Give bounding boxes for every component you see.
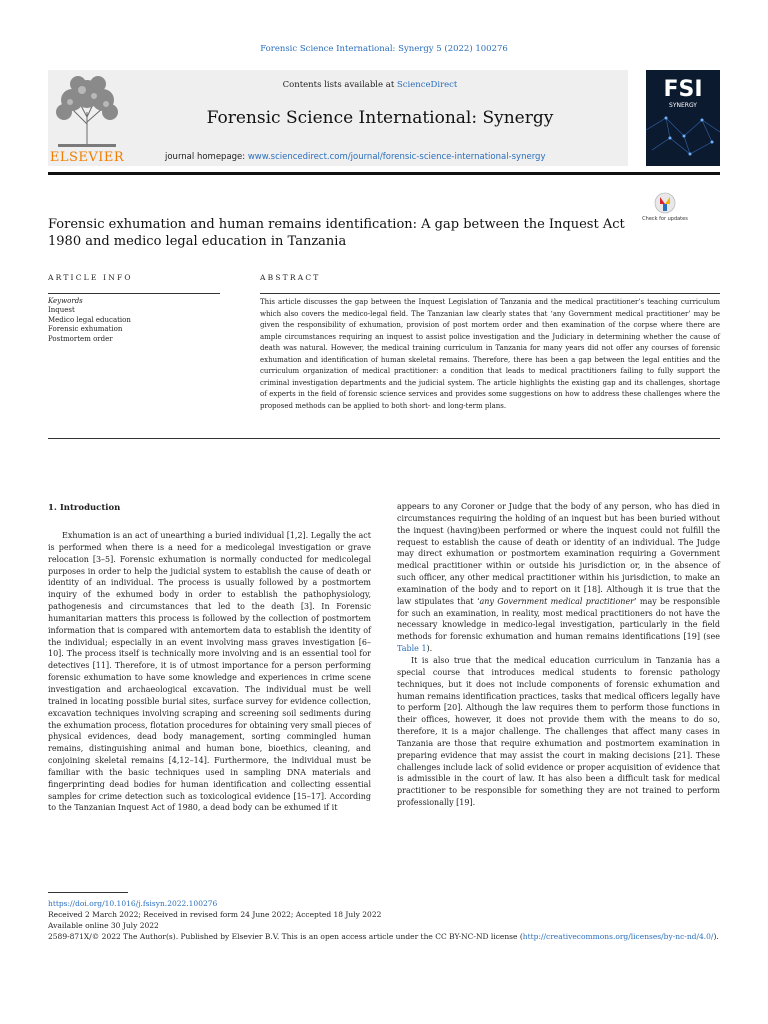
article-info-rule: [48, 293, 220, 294]
abstract-rule: [260, 293, 720, 294]
text-run: appears to any Coroner or Judge that the body of any person, who has died in circumstances requiring the holding of an inquest but has been buried without the inquest (having)been performed or where the inquest could not fulfill the request to establish the cause of death or identity of an individual. The Judge may direct exhumation or postmortem examination requiring a Government medical practitioner within or outside his jurisdiction or, in the absence of such officer, any other medical practitioner within his jurisdiction, to make an examination of the body and to report on it [18]. Although it is true that the law stipulates that ‘: [397, 502, 720, 606]
body-column-left: [48, 530, 371, 814]
license-line: [48, 931, 720, 942]
table-1-link[interactable]: Table 1: [397, 644, 427, 654]
body-column-right: [397, 501, 720, 809]
text-run: ’ may be responsible for such an examination, in reality, most medical practitioners do not have the necessary knowledge in medico-legal investigation, particularly in the field methods for forensic exhumation and human remains identifications [19] (see: [397, 596, 720, 642]
homepage-link[interactable]: www.sciencedirect.com/journal/forensic-science-international-synergy: [247, 152, 546, 162]
article-footer: [48, 898, 720, 942]
license-text: 2589-871X/© 2022 The Author(s). Published by Elsevier B.V. This is an open access article under the CC BY-NC-ND license (: [48, 932, 523, 941]
keywords-block: [48, 297, 131, 344]
text-run: ).: [426, 644, 433, 654]
article-title: Forensic exhumation and human remains identification: A gap between the Inquest Act 1980 and medico legal education in Tanzania: [48, 217, 625, 249]
homepage-label: journal homepage:: [165, 152, 248, 162]
footer-rule: [48, 892, 128, 893]
keyword: Forensic exhumation: [48, 325, 123, 334]
keyword: Medico legal education: [48, 315, 131, 324]
body-paragraph: [397, 501, 720, 655]
contents-line: [140, 80, 600, 90]
sciencedirect-link[interactable]: ScienceDirect: [396, 80, 458, 90]
crossmark-icon[interactable]: [642, 192, 688, 232]
crossmark-label: Check for updates: [642, 216, 688, 222]
doi-link[interactable]: https://doi.org/10.1016/j.fsisyn.2022.100276: [48, 899, 218, 908]
emphasis-text: any Government medical practitioner: [479, 596, 635, 606]
abstract-heading: ABSTRACT: [260, 273, 321, 282]
cover-letters: FSI: [663, 77, 703, 102]
abstract-text: This article discusses the gap between the Inquest Legislation of Tanzania and the medical practitioner’s teaching curriculum which also covers the medico-legal field. The Tanzanian law clearly states that ‘any Government medical practitioner’ may be given the responsibility of exhumation, provision of post mortem order and then examination of the corpse where there are ample circumstances requiring an inquest to assist police investigation and the Judiciary in determining whether the cause of death was natural. However, the medical training curriculum in Tanzania for many years did not offer any courses of forensic exhumation and identification of human skeletal remains. Therefore, there has been a gap between the legal entities and the curriculum organization of medical practitioner: a condition that leads to medical practitioners failing to fully support the criminal investigation departments and the judicial system. The article highlights the existing gap and its challenges, shortage of experts in the field of forensic science services and provides some suggestions on how to address these challenges where the proposed methods can be applied to both short- and long-term plans.: [260, 298, 720, 410]
body-paragraph: Exhumation is an act of unearthing a buried individual [1,2]. Legally the act is performed when there is a need for a medicolegal investigation or grave relocation [3–5]. Forensic exhumation is normally conducted for medicolegal purposes in order to help the judicial system to establish the cause of death or identity of an individual. The process is usually followed by a postmortem inquiry of the exhumed body in order to establish the pathophysiology, pathogenesis and circumstances that led to the death [3]. In Forensic humanitarian matters this process is followed by the collection of postmortem information that is compared with antemortem data to establish the identity of the individual; especially in an event involving mass graves investigation [6–10]. The process itself is technically more involving and is an essential tool for detectives [11]. Therefore, it is of utmost importance for a person performing forensic exhumation to have some knowledge and experiences in crime scene investigation and archaeological excavation. The individual must be well trained in locating possible burial sites, surface survey for evidence collection, excavation techniques involving scraping and screening soil sediments during the exhumation process, flotation procedures for obtaining very small pieces of physical evidences, dead body management, sorting commingled human remains, distinguishing animal and human bone, bioethics, cleaning, and conjoining skeletal remains [4,12–14]. Furthermore, the individual must be familiar with the basic techniques used in sampling DNA materials and fingerprinting dead bodies for human identification and collecting essential samples for crime detection such as toxicological evidence [15–17]. According to the Tanzanian Inquest Act of 1980, a dead body can be exhumed if it: [48, 531, 371, 813]
received-dates: Received 2 March 2022; Received in revised form 24 June 2022; Accepted 18 July 2022: [48, 910, 382, 919]
contents-prefix: Contents lists available at: [282, 80, 397, 90]
journal-homepage: [165, 152, 545, 162]
keyword: Postmortem order: [48, 334, 113, 343]
keyword: Inquest: [48, 306, 75, 315]
body-paragraph: It is also true that the medical education curriculum in Tanzania has a special course that introduces medical students to forensic pathology techniques, but it does not include components of forensic exhumation and human remains identification practices, tasks that medical officers legally have to perform [20]. Although the law requires them to perform those functions in their offices, however, it does not provide them with the means to do so, therefore, it is a major challenge. The challenges that affect many cases in Tanzania are those that require exhumation and postmortem examination in preparing evidence that may assist the court in making decisions [21]. These challenges include lack of solid evidence or proper acquisition of evidence that is admissible in the court of law. It has also been a difficult task for medical practitioner to be responsible for something they are not trained to perform professionally [19].: [397, 655, 720, 808]
license-suffix: ).: [713, 932, 719, 941]
journal-cover[interactable]: [646, 70, 720, 166]
cover-subtitle: SYNERGY: [669, 102, 697, 109]
keywords-title: Keywords: [48, 297, 83, 305]
online-date: Available online 30 July 2022: [48, 921, 159, 930]
article-info-heading: ARTICLE INFO: [48, 273, 133, 282]
license-link[interactable]: http://creativecommons.org/licenses/by-nc-nd/4.0/: [522, 932, 714, 941]
journal-title: Forensic Science International: Synergy: [206, 108, 554, 128]
header-rule: [48, 172, 720, 175]
abstract-bottom-rule: [48, 438, 720, 439]
section-heading: 1. Introduction: [48, 503, 121, 513]
running-head[interactable]: Forensic Science International: Synergy 5 (2022) 100276: [260, 44, 508, 54]
publisher-name: ELSEVIER: [49, 150, 125, 165]
